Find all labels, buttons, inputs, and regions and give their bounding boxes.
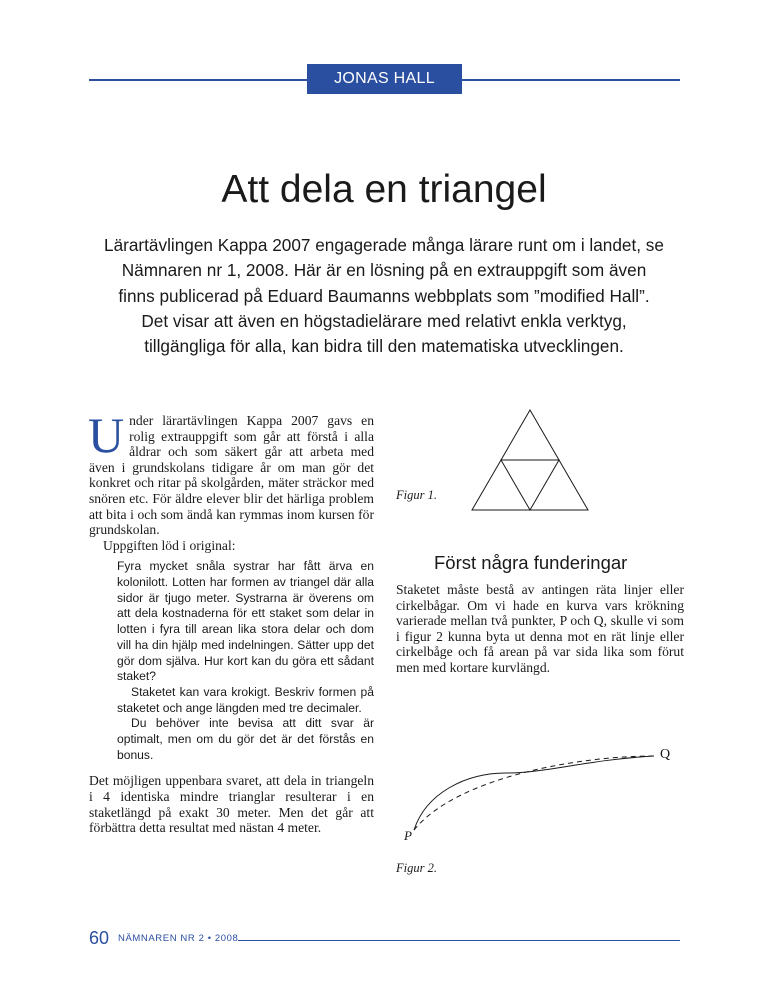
header-rule-right	[462, 79, 680, 81]
quote-paragraph-3: Du behöver inte bevisa att ditt svar är optimalt, men om du gör det är det förstås en bonus.	[117, 716, 374, 762]
quote-paragraph-2: Staketet kan vara krokigt. Beskriv formen på staketet och ange längden med tre decimaler.	[117, 684, 374, 715]
inner-triangle	[501, 460, 559, 510]
article-intro: Lärartävlingen Kappa 2007 engagerade många lärare runt om i landet, se Nämnaren nr 1, 2008. Här är en lösning på en extrauppgift som även finns publicerad på Eduard Baumanns webbplats som ”modified Hall”. Det visar att även en högstadielärare med relativt enkla verktyg, tillgängliga för alla, kan bidra till den matematiska utvecklingen.	[104, 235, 664, 357]
body-paragraph-3: Det möjligen uppenbara svaret, att dela in triangeln i 4 identiska mindre trianglar resulterar i en staketlängd på exakt 30 meter. Men det går att förbättra detta resultat med nästan 4 meter.	[89, 773, 374, 836]
body-paragraph-2: Uppgiften löd i original:	[103, 537, 236, 553]
article-title: Att dela en triangel	[221, 168, 547, 211]
figure-2-curves	[396, 738, 686, 848]
figure-1-triangle	[470, 408, 590, 512]
body-paragraph-1-text: nder lärartävlingen Kappa 2007 gavs en rolig extrauppgift som går att förstå i alla åldrar och som säkert går att arbeta med även i grundskolans tidigare år om man gör det konkret och ritar på skolgården, mäter sträckor med snören etc. För äldre elever blir det härliga problem att bita i och som ändå kan rymmas inom kursen för grundskolan.	[89, 413, 374, 538]
drop-cap: U	[88, 407, 125, 463]
point-p-label: P	[404, 828, 412, 843]
body-paragraph-1	[88, 407, 374, 538]
author-label: JONAS HALL	[307, 64, 462, 94]
task-quote	[89, 559, 374, 763]
header-rule-left	[89, 79, 307, 81]
figure-2-caption: Figur 2.	[396, 861, 437, 875]
section-text: Staketet måste bestå av antingen räta linjer eller cirkelbågar. Om vi hade en kurva vars krökning varierade mellan två punkter, P och Q, skulle vi som i figur 2 kunna byta ut denna mot en rät linje eller cirkelbåge och få arean på var sida lika som förut men med kortare kurvlängd.	[396, 582, 684, 675]
journal-label: NÄMNAREN NR 2 • 2008	[118, 933, 239, 944]
footer-rule	[238, 940, 680, 941]
point-q-label: Q	[660, 747, 671, 762]
page-number: 60	[89, 928, 110, 948]
left-column	[88, 407, 374, 836]
section-heading: Först några funderingar	[434, 552, 628, 573]
figure-1-caption: Figur 1.	[396, 488, 437, 502]
dashed-arc-pq	[414, 756, 654, 830]
quote-paragraph-1: Fyra mycket snåla systrar har fått ärva en kolonilott. Lotten har formen av triangel där alla sidor är tjugo meter. Systrarna är överens om att dela kostnaderna för ett staket som delar in lotten i fyra till arean lika stora delar och dom vill ha din hjälp med indelningen. Sätter upp det gör dom själva. Hur kort kan du göra ett sådant staket?	[117, 559, 374, 684]
curve-pq	[414, 756, 654, 830]
